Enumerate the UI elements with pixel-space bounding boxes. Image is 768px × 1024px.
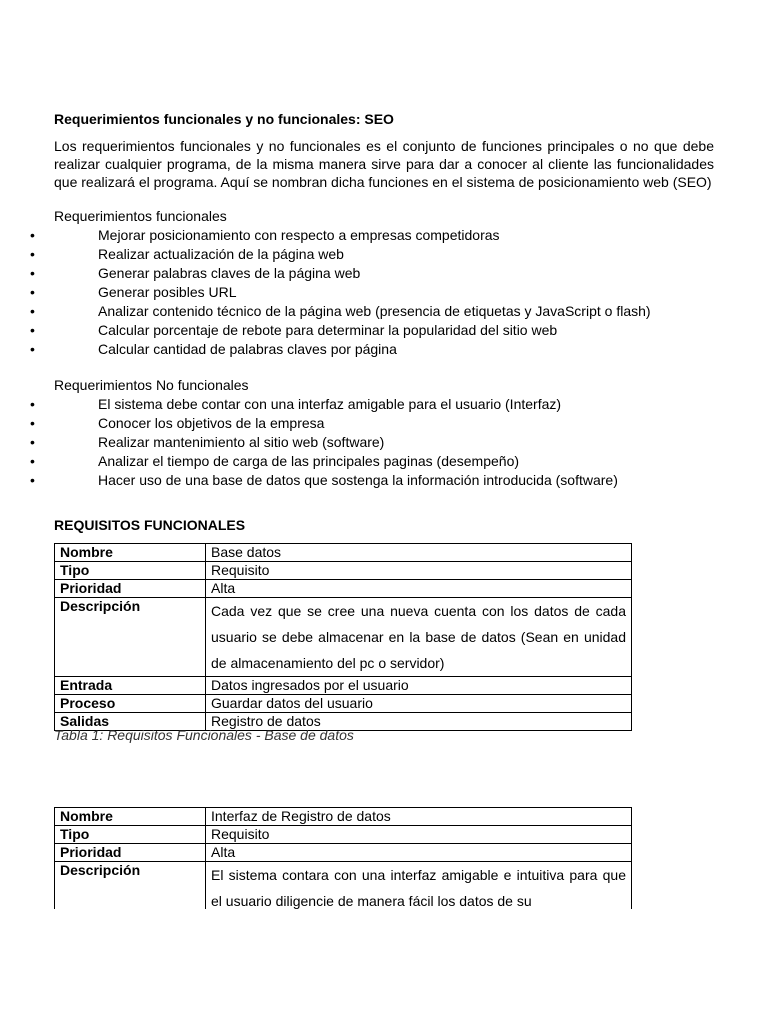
table-row	[55, 544, 632, 562]
bullet-icon: •	[30, 341, 35, 357]
functional-subheading: Requerimientos funcionales	[54, 208, 227, 224]
list-item: • Hacer uso de una base de datos que sostenga la información introducida (software)	[30, 472, 618, 488]
field-key: Descripción	[55, 862, 206, 915]
table-row	[55, 862, 632, 915]
list-item: • Conocer los objetivos de la empresa	[30, 415, 325, 431]
list-item: • Generar palabras claves de la página web	[30, 265, 361, 281]
list-item: • Calcular porcentaje de rebote para determinar la popularidad del sitio web	[30, 322, 558, 338]
field-key: Proceso	[55, 695, 206, 713]
bullet-icon: •	[30, 415, 35, 431]
field-value: El sistema contara con una interfaz amigable e intuitiva para que el usuario diligencie de manera fácil los datos de su	[206, 862, 632, 915]
field-value: Datos ingresados por el usuario	[206, 677, 632, 695]
bullet-icon: •	[30, 303, 35, 319]
table-row	[55, 580, 632, 598]
list-item: • El sistema debe contar con una interfaz amigable para el usuario (Interfaz)	[30, 396, 562, 412]
field-value: Cada vez que se cree una nueva cuenta con los datos de cada usuario se debe almacenar en la base de datos (Sean en unidad de almacenamiento del pc o servidor)	[206, 598, 632, 677]
table-row	[55, 598, 632, 677]
list-item: • Realizar actualización de la página web	[30, 246, 344, 262]
field-value: Requisito	[206, 562, 632, 580]
list-item: • Realizar mantenimiento al sitio web (software)	[30, 434, 385, 450]
field-value: Alta	[206, 844, 632, 862]
bullet-icon: •	[30, 472, 35, 488]
table-row	[55, 826, 632, 844]
field-key: Nombre	[55, 808, 206, 826]
list-item: • Mejorar posicionamiento con respecto a empresas competidoras	[30, 227, 500, 243]
table-caption: Tabla 1: Requisitos Funcionales - Base de datos	[54, 727, 354, 743]
field-key: Tipo	[55, 562, 206, 580]
field-key: Entrada	[55, 677, 206, 695]
nonfunctional-list	[0, 395, 740, 490]
field-value: Base datos	[206, 544, 632, 562]
field-key: Nombre	[55, 544, 206, 562]
field-key: Tipo	[55, 826, 206, 844]
functional-list	[0, 226, 740, 359]
page-cutoff	[0, 909, 768, 1024]
requirement-table-base-datos	[54, 543, 632, 731]
field-value: Requisito	[206, 826, 632, 844]
list-item: • Analizar contenido técnico de la página web (presencia de etiquetas y JavaScript o flash)	[30, 303, 651, 319]
field-key: Descripción	[55, 598, 206, 677]
field-value: Guardar datos del usuario	[206, 695, 632, 713]
field-key: Salidas	[55, 713, 206, 731]
field-value: Interfaz de Registro de datos	[206, 808, 632, 826]
bullet-icon: •	[30, 322, 35, 338]
table-row	[55, 844, 632, 862]
list-item: • Calcular cantidad de palabras claves por página	[30, 341, 397, 357]
requisitos-title: REQUISITOS FUNCIONALES	[54, 517, 246, 533]
field-value: Alta	[206, 580, 632, 598]
field-key: Prioridad	[55, 844, 206, 862]
bullet-icon: •	[30, 434, 35, 450]
table-row	[55, 695, 632, 713]
field-key: Prioridad	[55, 580, 206, 598]
intro-paragraph: Los requerimientos funcionales y no funcionales es el conjunto de funciones principales o no que debe realizar cualquier programa, de la misma manera sirve para dar a conocer al cliente las funcionalidades que realizará el programa. Aquí se nombran dicha funciones en el sistema de posicionamiento web (SEO)	[54, 138, 714, 190]
list-item: • Analizar el tiempo de carga de las principales paginas (desempeño)	[30, 453, 520, 469]
bullet-icon: •	[30, 265, 35, 281]
bullet-icon: •	[30, 284, 35, 300]
table-row	[55, 808, 632, 826]
bullet-icon: •	[30, 227, 35, 243]
section-heading: Requerimientos funcionales y no funcionales: SEO	[54, 111, 394, 127]
list-item: • Generar posibles URL	[30, 284, 237, 300]
bullet-icon: •	[30, 396, 35, 412]
bullet-icon: •	[30, 246, 35, 262]
requirement-table-interfaz	[54, 807, 632, 915]
bullet-icon: •	[30, 453, 35, 469]
field-value: Registro de datos	[206, 713, 632, 731]
table-row	[55, 677, 632, 695]
table-row	[55, 562, 632, 580]
nonfunctional-subheading: Requerimientos No funcionales	[54, 377, 249, 393]
